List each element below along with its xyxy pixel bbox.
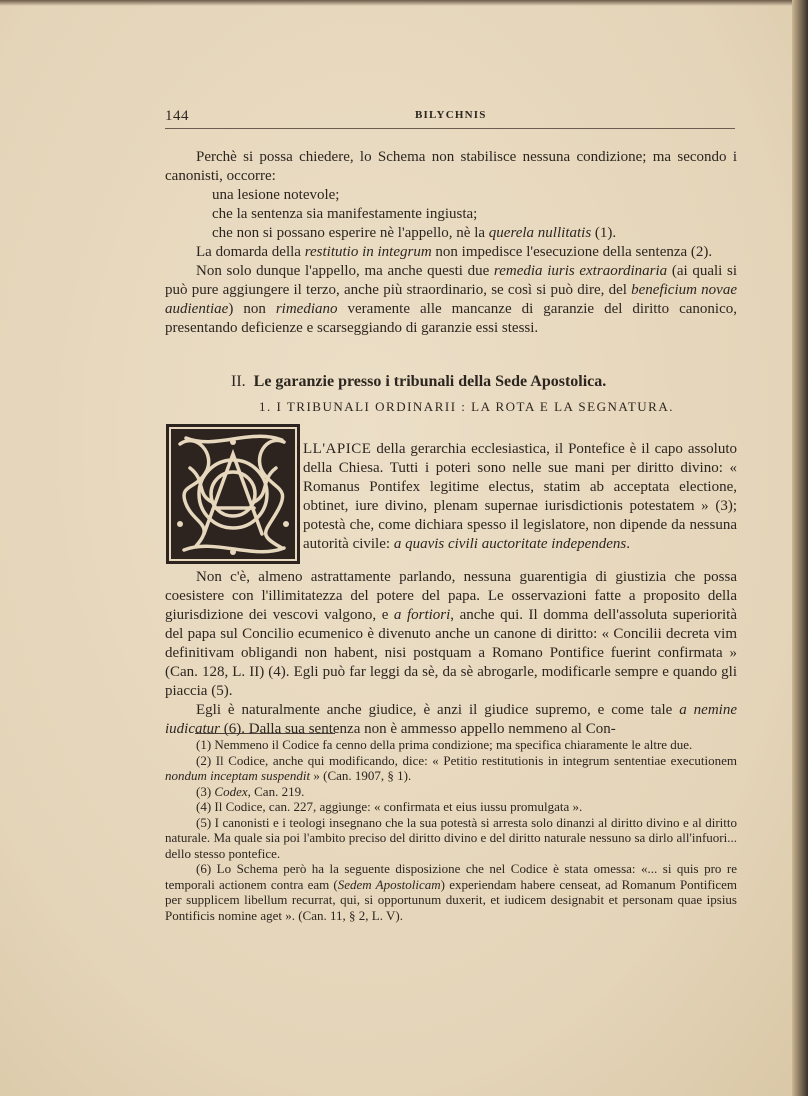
footnote-text: (4) Il Codice, can. 227, aggiunge: « confirmata et eius iussu promulgata ». xyxy=(196,799,583,814)
footnote xyxy=(165,753,737,784)
paragraph-text: veramente alle mancanze di garanzie del diritto canonico, presentando deficienze e scarseggiando di garanzie essi stessi. xyxy=(165,301,737,336)
page-number: 144 xyxy=(165,108,189,124)
paragraph-text: non impedisce l'esecuzione della sentenza (2). xyxy=(431,244,713,260)
main-text xyxy=(165,568,737,739)
italic-text: a nemine iudicatur xyxy=(165,702,737,737)
italic-text: a quavis civili auctoritate independens xyxy=(393,536,627,552)
italic-text: nondum inceptam suspendit xyxy=(165,768,311,783)
footnote-text: (6) Lo Schema però ha la seguente disposizione che nel Codice è stata omessa: «... si quis pro re temporali actionem contra eam ( xyxy=(165,861,737,892)
italic-text: Codex xyxy=(214,783,248,799)
section-title xyxy=(231,372,751,392)
list-item xyxy=(165,205,737,224)
footnote-text: , Can. 219. xyxy=(247,783,305,799)
footnote-rule xyxy=(195,733,335,734)
italic-text: restitutio in integrum xyxy=(304,244,432,260)
paragraph-text: (6). Dalla sua sentenza non è ammesso appello nemmeno al Con- xyxy=(220,721,616,737)
list-item xyxy=(165,224,737,243)
smallcaps-opening: LL'APICE xyxy=(303,441,372,457)
paragraph-text: (ai quali si può pure aggiungere il terzo, anche più straordinario, se così si può dire, del xyxy=(165,263,737,298)
list-item-text: che la sentenza sia manifestamente ingiusta; xyxy=(212,206,478,222)
paragraph-text: Non c'è, almeno astrattamente parlando, nessuna guarentigia di giustizia che possa coesistere con l'illimitatezza del potere del papa. Le osservazioni fatte a proposito della giurisdizione dei vescovi valgono, e xyxy=(165,569,737,623)
footnote xyxy=(165,784,737,800)
paragraph-text: Non solo dunque l'appello, ma anche questi due xyxy=(196,263,494,279)
paragraph xyxy=(165,262,737,338)
header-rule xyxy=(165,128,735,129)
footnote-text: (3) xyxy=(196,783,215,799)
footnote xyxy=(165,799,737,815)
italic-text: querela nullitatis xyxy=(488,225,592,241)
footnotes xyxy=(165,737,737,923)
footnote xyxy=(165,815,737,862)
section-number: II. xyxy=(231,373,246,390)
list-item xyxy=(165,186,737,205)
paragraph xyxy=(165,243,737,262)
paragraph-text: della gerarchia ecclesiastica, il Pontefice è il capo assoluto della Chiesa. Tutti i poteri sono nelle sue mani per diritto divino: « Romanus Pontifex legitime electus, statim ab acceptata electione, obtinet, iure divino, plenam supernae iurisdictionis potestatem » (3); potestà che, come dichiara spesso il legislatore, non dipende da nessuna autorità civile: xyxy=(303,441,737,552)
paragraph-text: ) non xyxy=(228,301,276,317)
footnote-text: ) experiendam habere censeat, ad Romanum Pontificem per supplicem libellum recurrat, qui, si opportunum duxerit, et iudicem designabit et personam quae ipsius Pontificis nomine aget ». (Can. 11, § 2, L. V). xyxy=(165,876,737,923)
footnote-text: (1) Nemmeno il Codice fa cenno della prima condizione; ma specifica chiaramente le altre due. xyxy=(196,737,693,752)
paragraph xyxy=(165,148,737,186)
paragraph-text: Egli è naturalmente anche giudice, è anzi il giudice supremo, e come tale xyxy=(196,702,680,718)
drop-cap-paragraph xyxy=(303,440,737,554)
intro-text xyxy=(165,148,737,338)
italic-text: rimediano xyxy=(275,301,338,317)
paragraph-text: Perchè si possa chiedere, lo Schema non stabilisce nessuna condizione; ma secondo i canonisti, occorre: xyxy=(165,149,737,184)
section-title-text: Le garanzie presso i tribunali della Sede Apostolica. xyxy=(253,373,607,390)
italic-text: Sedem Apostolicam xyxy=(337,876,441,892)
italic-text: a fortiori xyxy=(393,607,451,623)
italic-text: remedia iuris extraordinaria xyxy=(493,263,668,279)
paragraph-text: La domarda della xyxy=(196,244,305,260)
list-item-text: (1). xyxy=(591,225,617,241)
footnote xyxy=(165,861,737,923)
list-item-text: una lesione notevole; xyxy=(212,187,340,203)
page-right-edge xyxy=(792,0,808,1096)
paragraph xyxy=(165,568,737,701)
paragraph-text: . xyxy=(626,536,631,552)
footnote-text: (5) I canonisti e i teologi insegnano che la sua potestà si arresta solo dinanzi al diritto divino e al diritto naturale. Ma quale sia poi l'ambito preciso del diritto divino e del diritto naturale nessuno sa dirlo all'infuori... dello stesso pontefice. xyxy=(165,814,737,861)
paragraph-text: , anche qui. Il domma dell'assoluta superiorità del papa sul Concilio ecumenico è divenuto anche un canone di diritto: « Concilii decreta vim definitivam obligandi non habent, nisi postquam a Romano Pontifice fuerint confirmata » (Can. 128, L. II) (4). Egli può far leggi da sè, da sè abrogarle, modificarle sempre e quando gli piaccia (5). xyxy=(165,607,737,699)
footnote-text: (2) Il Codice, anche qui modificando, dice: « Petitio restitutionis in integrum sententiae executionem xyxy=(196,752,737,768)
ornamental-initial-icon xyxy=(166,424,300,564)
page-top-edge xyxy=(0,0,808,6)
running-head: BILYCHNIS xyxy=(415,109,487,121)
footnote-text: » (Can. 1907, § 1). xyxy=(310,768,412,783)
italic-text: beneficium novae audientiae xyxy=(165,282,737,317)
footnote xyxy=(165,737,737,753)
list-item-text: che non si possano esperire nè l'appello, nè la xyxy=(212,225,489,241)
page-header xyxy=(165,108,735,128)
ornamental-initial-a xyxy=(166,424,300,564)
subsection-title: 1. I TRIBUNALI ORDINARII : LA ROTA E LA SEGNATURA. xyxy=(259,399,674,414)
